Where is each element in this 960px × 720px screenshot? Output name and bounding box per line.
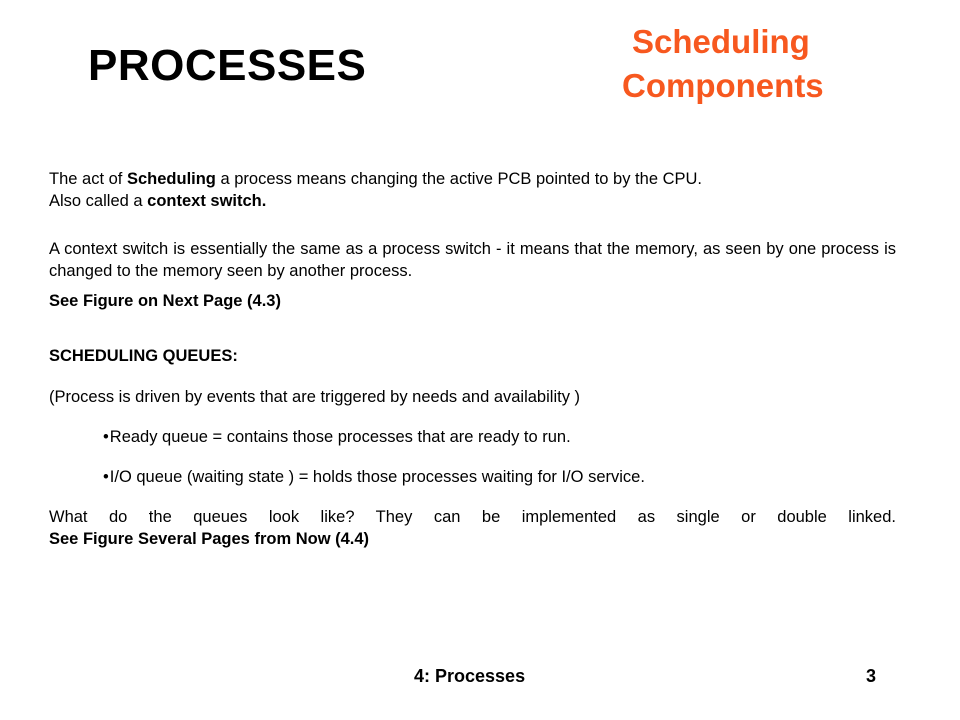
para1-bold-context-switch: context switch. — [147, 192, 267, 210]
para1-text-3: Also called a — [49, 192, 148, 210]
paragraph-queues-implementation — [49, 506, 896, 550]
para1-text-2: a process means changing the active PCB pointed to by the CPU. — [215, 170, 702, 188]
scheduling-queues-heading: SCHEDULING QUEUES: — [49, 347, 238, 365]
figure-reference-4-3: See Figure on Next Page (4.3) — [49, 292, 281, 310]
scheduling-queues-intro: (Process is driven by events that are triggered by needs and availability ) — [49, 388, 581, 406]
paragraph-context-switch: A context switch is essentially the same as a process switch - it means that the memory, as seen by one process is changed to the memory seen by another process. — [49, 240, 896, 280]
bullet-io-queue-text: I/O queue (waiting state ) = holds those processes waiting for I/O service. — [109, 468, 645, 486]
bullet-ready-queue — [49, 426, 896, 448]
slide-body — [49, 168, 896, 550]
slide-subtitle — [600, 20, 870, 108]
subtitle-line-1: Scheduling — [632, 23, 810, 60]
footer-chapter-label: 4: Processes — [414, 666, 526, 686]
slide-title: PROCESSES — [88, 41, 367, 90]
para1-text-1: The act of — [49, 170, 127, 188]
bullet-symbol-icon: • — [103, 428, 109, 446]
paragraph-scheduling-definition — [49, 168, 896, 212]
bullet-ready-queue-text: Ready queue = contains those processes that are ready to run. — [109, 428, 571, 446]
para3-text: What do the queues look like? They can be implemented as single or double linked. — [49, 508, 896, 526]
footer-page-number: 3 — [866, 666, 877, 686]
subtitle-line-2: Components — [622, 67, 824, 104]
bullet-symbol-icon: • — [103, 468, 109, 486]
para1-bold-scheduling: Scheduling — [126, 170, 216, 188]
bullet-io-queue — [49, 466, 896, 488]
figure-reference-4-4: See Figure Several Pages from Now (4.4) — [49, 530, 370, 548]
